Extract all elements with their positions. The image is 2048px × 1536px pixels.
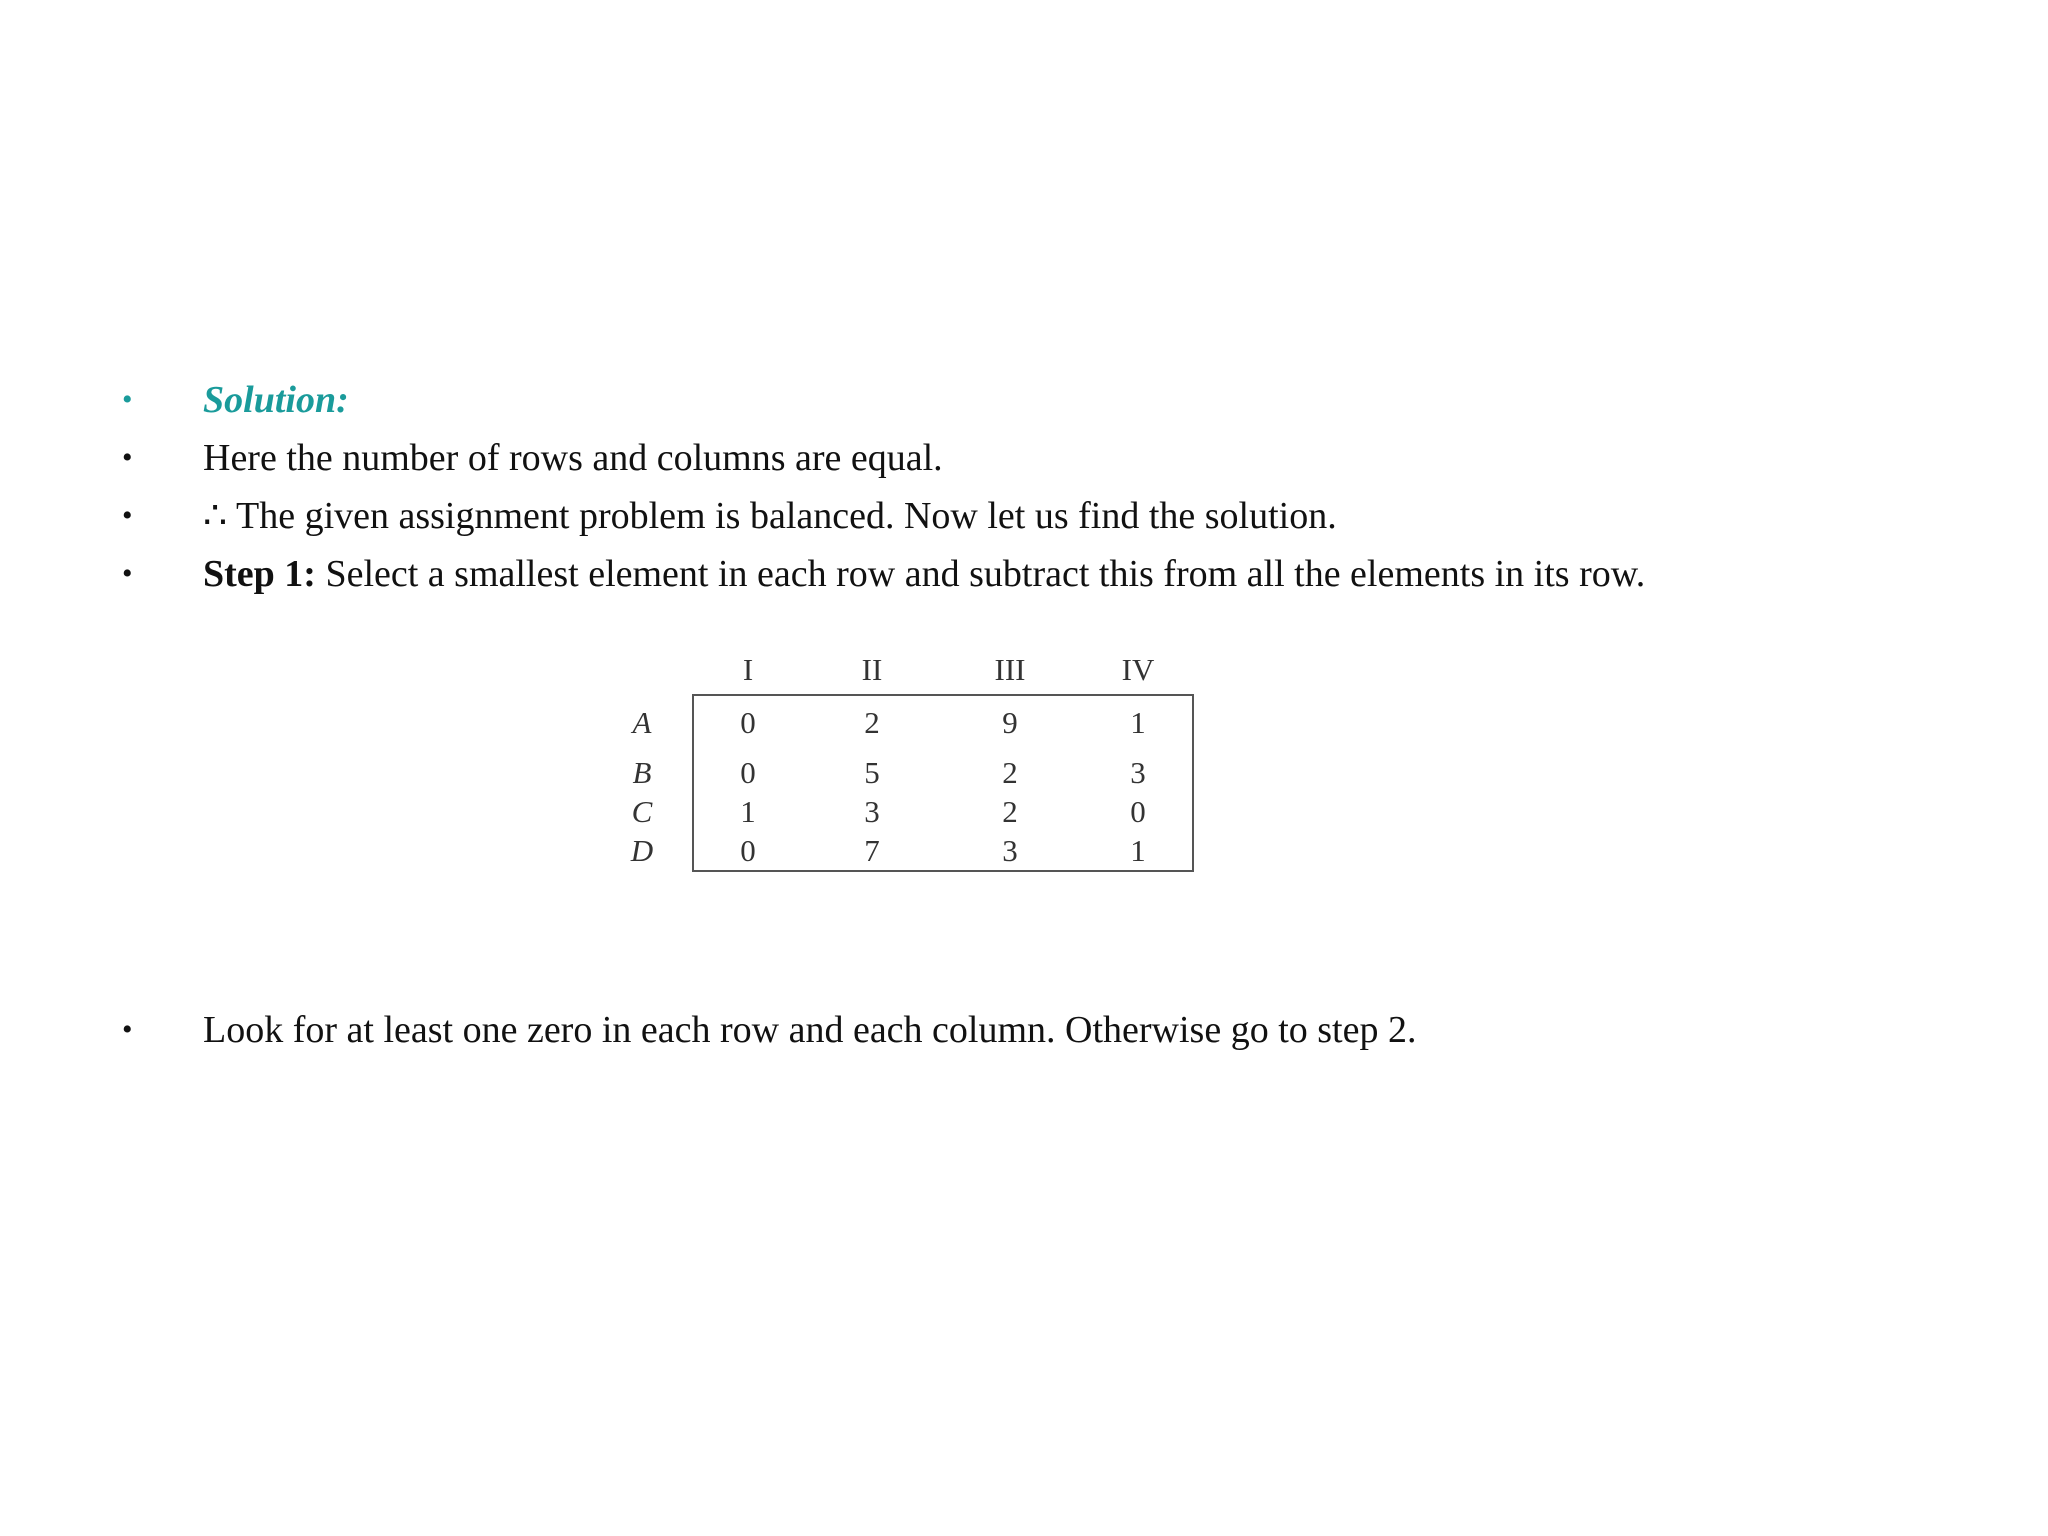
matrix-cell: 1 — [740, 794, 756, 829]
bullet-dot-icon: • — [122, 441, 133, 474]
matrix-cell: 2 — [1002, 755, 1018, 790]
bullet-dot-icon: • — [122, 557, 133, 590]
column-header: III — [994, 652, 1026, 687]
step1-label: Step 1: — [203, 553, 316, 595]
matrix-cell: 9 — [1002, 705, 1018, 740]
matrix-cell: 0 — [740, 833, 756, 868]
bullet-solution — [0, 370, 2048, 430]
matrix-cell: 7 — [864, 833, 880, 868]
row-header: A — [632, 705, 652, 740]
matrix-cell: 0 — [1130, 794, 1146, 829]
bullet-dot-icon: • — [122, 499, 133, 532]
matrix-cell: 3 — [864, 794, 880, 829]
column-header: IV — [1121, 652, 1155, 687]
matrix-cell: 2 — [864, 705, 880, 740]
bullet-dot-icon: • — [122, 1013, 133, 1046]
matrix-cell: 3 — [1130, 755, 1146, 790]
bullet-balanced — [0, 486, 2048, 546]
bullet-zero — [0, 1000, 2048, 1060]
bullet-dot-icon: • — [122, 383, 133, 416]
solution-heading: Solution: — [203, 379, 349, 421]
row-header: C — [631, 794, 653, 829]
matrix-cell: 0 — [740, 705, 756, 740]
matrix-cell: 3 — [1002, 833, 1018, 868]
matrix-cell: 5 — [864, 755, 880, 790]
matrix-cell: 2 — [1002, 794, 1018, 829]
step1-text: Select a smallest element in each row and subtract this from all the elements in its row. — [315, 553, 1646, 595]
column-header: II — [861, 652, 883, 687]
bullet-text-equal: Here the number of rows and columns are equal. — [203, 437, 943, 479]
bullet-text-balanced: ∴ The given assignment problem is balanced. Now let us find the solution. — [203, 495, 1337, 537]
bullet-step1 — [0, 544, 2048, 604]
matrix-cell: 1 — [1130, 705, 1146, 740]
bullet-equal — [0, 428, 2048, 488]
matrix-cell: 1 — [1130, 833, 1146, 868]
matrix-cell: 0 — [740, 755, 756, 790]
bullet-text-zero: Look for at least one zero in each row and each column. Otherwise go to step 2. — [203, 1009, 1417, 1051]
assignment-matrix — [600, 650, 1220, 890]
column-header: I — [742, 652, 754, 687]
row-header: D — [630, 833, 654, 868]
row-header: B — [632, 755, 652, 790]
bullet-text-step1 — [203, 544, 1645, 604]
